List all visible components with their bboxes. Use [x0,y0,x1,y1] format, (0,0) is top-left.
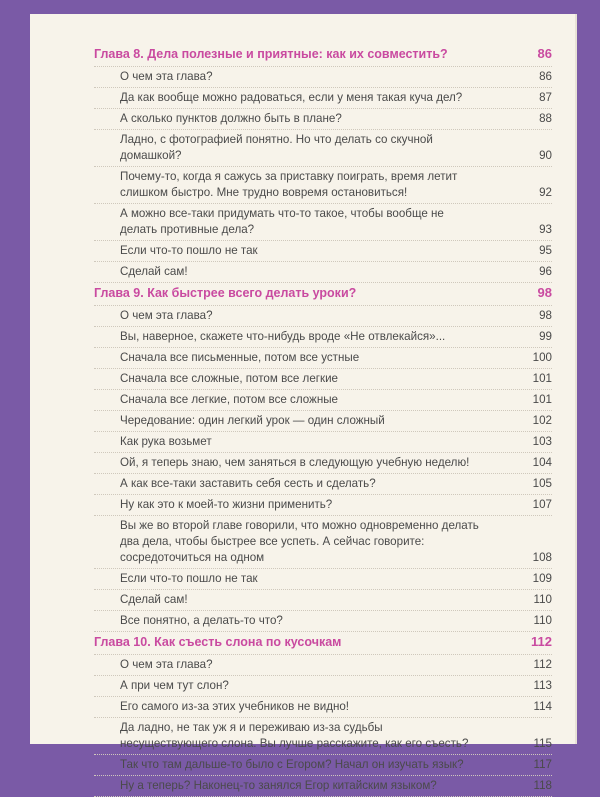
toc-entry[interactable] [94,348,552,369]
toc-entry-page-number: 113 [533,679,552,692]
toc-entry-title: Сначала все сложные, потом все легкие [120,372,338,385]
toc-entry-title: О чем эта глава? [120,658,213,671]
toc-entry-title: Сделай сам! [120,593,188,606]
toc-entry[interactable] [94,167,552,204]
toc-entry-page-number: 112 [533,658,552,671]
toc-entry[interactable] [94,569,552,590]
toc-entry-page-number: 87 [539,91,552,104]
toc-entry[interactable] [94,390,552,411]
toc-entry-title: Если что-то пошло не так [120,572,258,585]
toc-entry-title: А как все-таки заставить себя сесть и сделать? [120,477,376,490]
table-of-contents [94,44,552,797]
toc-entry-title: Все понятно, а делать-то что? [120,614,283,627]
toc-entry-title: Вы же во второй главе говорили, что можно одновременно делать два дела, чтобы быстрее все успеть. А сейчас говорите: сосредоточиться на одном [120,519,479,564]
toc-entry-title: О чем эта глава? [120,70,213,83]
toc-entry-page-number: 96 [539,265,552,278]
toc-entry-page-number: 102 [532,414,552,427]
toc-entry-title: Так что там дальше-то было с Егором? Начал он изучать язык? [120,758,464,771]
toc-entry-page-number: 101 [532,372,552,385]
toc-entry[interactable] [94,655,552,676]
toc-entry-page-number: 118 [533,779,552,792]
chapter-heading[interactable] [94,44,552,67]
toc-entry[interactable] [94,109,552,130]
toc-entry-page-number: 92 [539,186,552,199]
toc-entry[interactable] [94,776,552,797]
toc-entry-page-number: 93 [539,223,552,236]
toc-entry[interactable] [94,474,552,495]
toc-entry[interactable] [94,495,552,516]
toc-entry-title: А сколько пунктов должно быть в плане? [120,112,342,125]
toc-entry-title: Да ладно, не так уж я и переживаю из-за судьбы несуществующего слона. Вы лучше расскажите, как его съесть? [120,721,469,750]
toc-entry[interactable] [94,611,552,632]
toc-entry-page-number: 86 [539,70,552,83]
book-page [30,14,577,792]
toc-entry-title: Ну как это к моей-то жизни применить? [120,498,333,511]
toc-entry[interactable] [94,204,552,241]
chapter-title: Глава 10. Как съесть слона по кусочкам [94,635,342,649]
toc-entry-title: Ой, я теперь знаю, чем заняться в следующую учебную неделю! [120,456,470,469]
toc-entry[interactable] [94,88,552,109]
toc-entry-title: Сначала все легкие, потом все сложные [120,393,338,406]
chapter-heading[interactable] [94,632,552,655]
toc-entry-title: Да как вообще можно радоваться, если у меня такая куча дел? [120,91,463,104]
toc-entry[interactable] [94,718,552,755]
toc-entry[interactable] [94,327,552,348]
toc-entry[interactable] [94,755,552,776]
toc-entry[interactable] [94,453,552,474]
chapter-page-number: 86 [537,46,552,61]
toc-entry-title: Его самого из-за этих учебников не видно! [120,700,350,713]
toc-entry-title: Чередование: один легкий урок — один сложный [120,414,385,427]
toc-entry-title: Сначала все письменные, потом все устные [120,351,360,364]
toc-entry-page-number: 103 [532,435,552,448]
toc-entry[interactable] [94,697,552,718]
toc-entry[interactable] [94,516,552,569]
toc-entry[interactable] [94,676,552,697]
toc-entry-page-number: 110 [533,614,552,627]
chapter-page-number: 112 [531,634,552,649]
chapter-title: Глава 8. Дела полезные и приятные: как их совместить? [94,47,448,61]
toc-entry-page-number: 100 [532,351,552,364]
toc-entry-title: Если что-то пошло не так [120,244,258,257]
toc-entry[interactable] [94,432,552,453]
toc-entry-title: А можно все-таки придумать что-то такое, чтобы вообще не делать противные дела? [120,207,444,236]
toc-entry[interactable] [94,411,552,432]
toc-entry-title: О чем эта глава? [120,309,213,322]
toc-entry-page-number: 108 [532,551,552,564]
toc-entry-page-number: 110 [533,593,552,606]
toc-entry-page-number: 90 [539,149,552,162]
toc-entry-page-number: 107 [532,498,552,511]
toc-entry-title: Почему-то, когда я сажусь за приставку поиграть, время летит слишком быстро. Мне трудно вовремя остановиться! [120,170,458,199]
toc-entry-page-number: 95 [539,244,552,257]
toc-entry-title: Вы, наверное, скажете что-нибудь вроде «Не отвлекайся»... [120,330,446,343]
toc-entry-page-number: 117 [533,758,552,771]
toc-entry[interactable] [94,306,552,327]
toc-entry-title: А при чем тут слон? [120,679,229,692]
toc-entry-page-number: 115 [533,737,552,750]
chapter-heading[interactable] [94,283,552,306]
toc-entry-title: Ну а теперь? Наконец-то занялся Егор китайским языком? [120,779,437,792]
toc-entry-page-number: 114 [533,700,552,713]
toc-entry[interactable] [94,130,552,167]
toc-entry[interactable] [94,67,552,88]
toc-entry-page-number: 98 [539,309,552,322]
chapter-page-number: 98 [537,285,552,300]
toc-entry-page-number: 105 [532,477,552,490]
toc-entry[interactable] [94,590,552,611]
toc-entry[interactable] [94,262,552,283]
toc-entry[interactable] [94,241,552,262]
toc-entry-page-number: 88 [539,112,552,125]
toc-entry-page-number: 99 [539,330,552,343]
toc-entry-page-number: 109 [532,572,552,585]
toc-entry-title: Ладно, с фотографией понятно. Но что делать со скучной домашкой? [120,133,433,162]
toc-entry-page-number: 104 [532,456,552,469]
toc-entry-page-number: 101 [532,393,552,406]
toc-entry-title: Сделай сам! [120,265,188,278]
chapter-title: Глава 9. Как быстрее всего делать уроки? [94,286,357,300]
toc-entry[interactable] [94,369,552,390]
toc-entry-title: Как рука возьмет [120,435,212,448]
